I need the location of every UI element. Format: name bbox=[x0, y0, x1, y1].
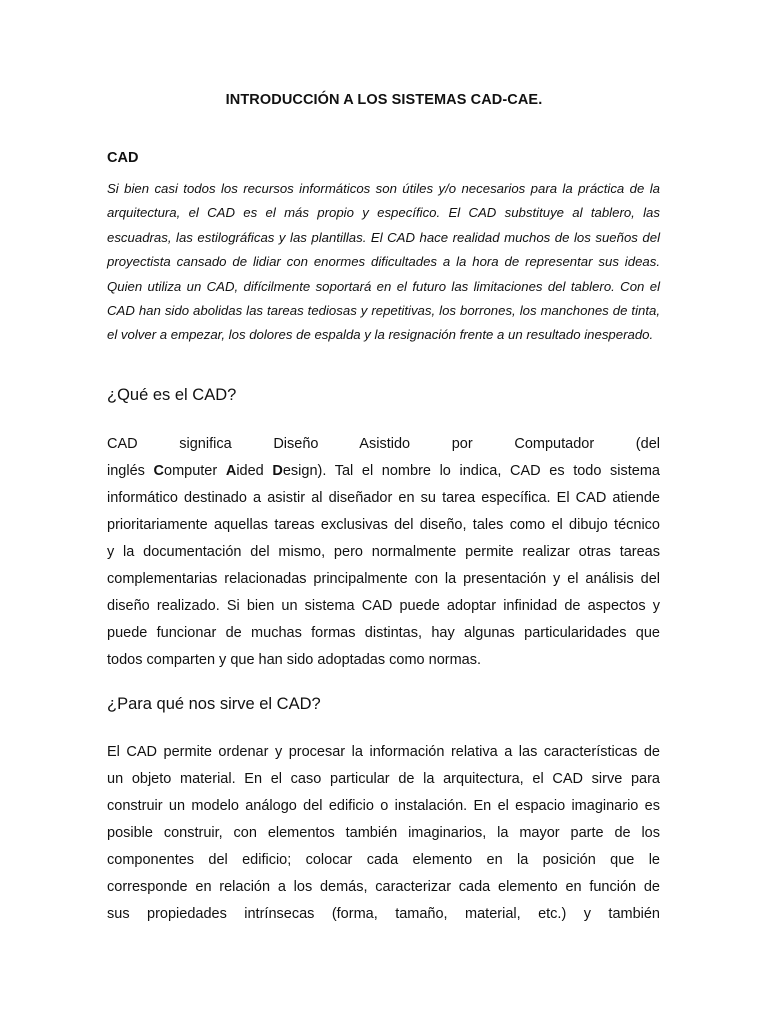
paragraph-line: diseño realizado. Si bien un sistema CAD puede adoptar infinidad de aspectos y bbox=[107, 598, 660, 614]
what-for-cad-heading: ¿Para qué nos sirve el CAD? bbox=[107, 695, 321, 713]
acronym-initial-c: C bbox=[153, 463, 164, 479]
paragraph-line: puede funcionar de muchas formas distintas, hay algunas particularidades que bbox=[107, 625, 660, 641]
what-is-cad-paragraph bbox=[107, 431, 660, 674]
paragraph-line: complementarias relacionadas principalmente con la presentación y el análisis del bbox=[107, 571, 660, 587]
paragraph-line-acronym bbox=[107, 458, 660, 485]
paragraph-line: informático destinado a asistir al diseñador en su tarea específica. El CAD atiende bbox=[107, 490, 660, 506]
text-fragment: Tal el nombre lo indica, CAD es todo sistema bbox=[326, 463, 660, 479]
paragraph-line: corresponde en relación a los demás, caracterizar cada elemento en función de bbox=[107, 879, 660, 895]
what-is-cad-heading: ¿Qué es el CAD? bbox=[107, 386, 237, 404]
paragraph-line: un objeto material. En el caso particular de la arquitectura, el CAD sirve para bbox=[107, 771, 660, 787]
text-fragment: esign). bbox=[282, 463, 327, 479]
paragraph-line: y la documentación del mismo, pero normalmente permite realizar otras tareas bbox=[107, 544, 660, 560]
text-fragment: ided bbox=[236, 463, 273, 479]
cad-heading: CAD bbox=[107, 150, 139, 166]
paragraph-line: construir un modelo análogo del edificio o instalación. En el espacio imaginario es bbox=[107, 798, 660, 814]
paragraph-line: El CAD permite ordenar y procesar la información relativa a las características de bbox=[107, 744, 660, 760]
cad-intro-paragraph: Si bien casi todos los recursos informáticos son útiles y/o necesarios para la práctica de la arquitectura, el CAD es el más propio y específico. El CAD substituye al tablero, las escuadras, las estilográficas y las plantillas. El CAD hace realidad muchos de los sueños del proyectista cansado de lidiar con enormes dificultades a la hora de representar sus ideas. Quien utiliza un CAD, difícilmente soportará en el futuro las limitaciones del tablero. Con el CAD han sido abolidas las tareas tediosas y repetitivas, los borrones, los manchones de tinta, el volver a empezar, los dolores de espalda y la resignación frente a un resultado inesperado. bbox=[107, 181, 660, 343]
text-fragment: omputer bbox=[164, 463, 226, 479]
paragraph-line: todos comparten y que han sido adoptadas como normas. bbox=[107, 652, 482, 668]
paragraph-line: componentes del edificio; colocar cada elemento en la posición que le bbox=[107, 852, 660, 868]
paragraph-line: sus propiedades intrínsecas (forma, tamaño, material, etc.) y también bbox=[107, 906, 660, 922]
acronym-initial-a: A bbox=[225, 463, 237, 479]
paragraph-line: posible construir, con elementos también imaginarios, la mayor parte de los bbox=[107, 825, 660, 841]
paragraph-line: CAD significa Diseño Asistido por Computador (del bbox=[107, 436, 660, 452]
document-title: INTRODUCCIÓN A LOS SISTEMAS CAD-CAE. bbox=[225, 92, 543, 108]
paragraph-line: prioritariamente aquellas tareas exclusivas del diseño, tales como el dibujo técnico bbox=[107, 517, 660, 533]
what-for-cad-paragraph bbox=[107, 739, 660, 928]
text-fragment: inglés bbox=[107, 463, 154, 479]
acronym-initial-d: D bbox=[272, 463, 283, 479]
